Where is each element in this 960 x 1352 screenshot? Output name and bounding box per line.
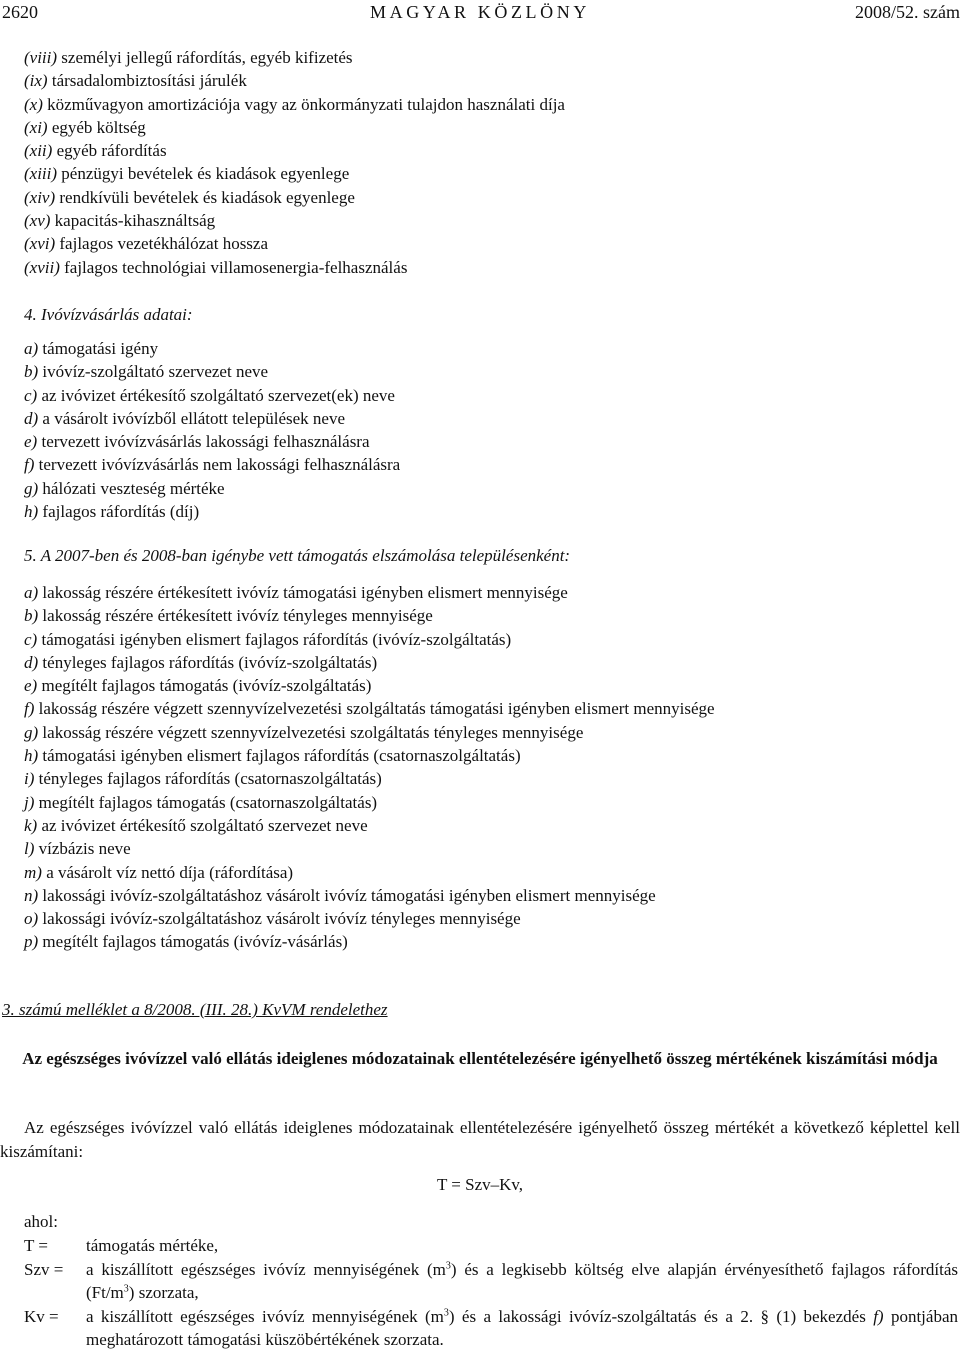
list-item	[24, 46, 565, 69]
item-text: ivóvíz-szolgáltató szervezet neve	[42, 362, 269, 382]
intro-text: Az egészséges ivóvízzel való ellátás ideiglenes módozatainak ellentételezésére igényelhető összeg mértékét a következő képlettel kell kiszámítani:	[0, 1118, 960, 1161]
item-text: közművagyon amortizációja vagy az önkormányzati tulajdon használati díja	[47, 94, 565, 114]
item-marker: e)	[24, 432, 38, 452]
section-5-heading: 5. A 2007-ben és 2008-ban igénybe vett támogatás elszámolása településenként:	[24, 546, 571, 565]
item-text: kapacitás-kihasználtság	[54, 211, 216, 231]
list-item	[24, 256, 565, 279]
item-marker: d)	[24, 408, 39, 428]
list-item	[24, 581, 715, 604]
item-text: lakosság részére végzett szennyvízelvezetési szolgáltatás támogatási igényben elismert mennyisége	[38, 699, 715, 719]
item-marker: f)	[24, 455, 35, 475]
list-item	[24, 477, 400, 500]
item-text: rendkívüli bevételek és kiadások egyenlege	[59, 187, 355, 207]
list-item	[24, 337, 400, 360]
item-marker: (xvi)	[24, 234, 56, 254]
item-marker: (xvii)	[24, 257, 60, 277]
item-text: fajlagos ráfordítás (díj)	[42, 502, 200, 522]
item-text: lakossági ivóvíz-szolgáltatáshoz vásárolt ivóvíz támogatási igényben elismert mennyisége	[42, 885, 656, 905]
list-item	[24, 744, 715, 767]
item-text: fajlagos technológiai villamosenergia-felhasználás	[64, 257, 408, 277]
list-item	[24, 139, 565, 162]
list-item	[24, 232, 565, 255]
list-item	[24, 907, 715, 930]
list-item	[24, 861, 715, 884]
item-marker: g)	[24, 478, 39, 498]
definition-text-part: pontjában meghatározott támogatási küszöbértékének szorzata.	[86, 1306, 958, 1349]
item-text: társadalombiztosítási járulék	[51, 71, 247, 91]
list-item	[24, 884, 715, 907]
definition-text-part: a kiszállított egészséges ivóvíz mennyiségének (m	[86, 1259, 446, 1279]
item-text: pénzügyi bevételek és kiadások egyenlege	[61, 164, 350, 184]
item-text: a vásárolt víz nettó díja (ráfordítása)	[46, 862, 294, 882]
list-item	[24, 721, 715, 744]
item-marker: o)	[24, 909, 39, 929]
intro-paragraph	[0, 1116, 960, 1163]
definition-text-part: a kiszállított egészséges ivóvíz mennyiségének (m	[86, 1306, 444, 1326]
item-text: tényleges fajlagos ráfordítás (ivóvíz-szolgáltatás)	[42, 652, 378, 672]
list-item	[24, 209, 565, 232]
item-marker: (x)	[24, 94, 43, 114]
item-text: tervezett ivóvízvásárlás nem lakossági felhasználásra	[38, 455, 401, 475]
item-marker: (xiii)	[24, 164, 58, 184]
item-marker: h)	[24, 502, 39, 522]
item-text: támogatási igény	[42, 339, 159, 358]
list-item	[24, 162, 565, 185]
list-item	[24, 453, 400, 476]
item-text: megítélt fajlagos támogatás (csatornaszolgáltatás)	[38, 792, 378, 812]
list-item	[24, 500, 400, 523]
item-text: lakossági ivóvíz-szolgáltatáshoz vásárolt ivóvíz tényleges mennyisége	[42, 909, 521, 929]
item-text: lakosság részére végzett szennyvízelvezetési szolgáltatás tényleges mennyisége	[42, 722, 584, 742]
section-4-list	[24, 337, 400, 523]
cost-items-list	[24, 46, 565, 279]
list-item	[24, 430, 400, 453]
item-marker: p)	[24, 932, 39, 952]
item-text: lakosság részére értékesített ivóvíz tényleges mennyisége	[42, 606, 433, 626]
annex-reference: 3. számú melléklet a 8/2008. (III. 28.) KvVM rendelethez	[2, 1000, 388, 1019]
item-marker: b)	[24, 362, 39, 382]
list-item	[24, 628, 715, 651]
item-text: megítélt fajlagos támogatás (ivóvíz-szolgáltatás)	[41, 676, 372, 696]
item-marker: g)	[24, 722, 39, 742]
item-marker: (ix)	[24, 71, 48, 91]
item-marker: f)	[24, 699, 35, 719]
section-4-heading: 4. Ivóvízvásárlás adatai:	[24, 305, 193, 324]
item-marker: h)	[24, 746, 39, 766]
list-item	[24, 837, 715, 860]
definition-text-part: ) és a legkisebb költség elve alapján érvényesíthető fajlagos ráfordítás (Ft/m	[86, 1259, 958, 1302]
list-item	[24, 651, 715, 674]
item-marker: (viii)	[24, 48, 58, 67]
paragraph-reference: f)	[873, 1306, 884, 1326]
item-marker: e)	[24, 676, 38, 696]
item-text: egyéb költség	[51, 117, 146, 137]
item-text: személyi jellegű ráfordítás, egyéb kifizetés	[61, 48, 353, 67]
list-item	[24, 767, 715, 790]
section-5-list	[24, 581, 715, 954]
item-marker: a)	[24, 583, 39, 602]
journal-title: MAGYAR KÖZLÖNY	[370, 2, 590, 22]
item-marker: i)	[24, 769, 35, 789]
item-marker: (xi)	[24, 117, 48, 137]
definition-text: támogatás mértéke,	[86, 1236, 219, 1255]
item-text: tervezett ivóvízvásárlás lakossági felhasználásra	[41, 432, 370, 452]
item-marker: n)	[24, 885, 39, 905]
item-text: támogatási igényben elismert fajlagos ráfordítás (csatornaszolgáltatás)	[42, 746, 521, 766]
item-marker: a)	[24, 339, 39, 358]
page-number: 2620	[2, 2, 38, 22]
page-header	[0, 2, 960, 24]
item-marker: l)	[24, 839, 35, 859]
list-item	[24, 93, 565, 116]
list-item	[24, 930, 715, 953]
list-item	[24, 116, 565, 139]
list-item	[24, 697, 715, 720]
annex-title: Az egészséges ivóvízzel való ellátás ideiglenes módozatainak ellentételezésére igényelhető összeg mértékének kiszámítási módja	[22, 1049, 938, 1068]
issue-number: 2008/52. szám	[855, 2, 960, 22]
definition-symbol: T =	[24, 1236, 48, 1255]
item-marker: (xiv)	[24, 187, 56, 207]
item-marker: j)	[24, 792, 35, 812]
item-marker: (xv)	[24, 211, 51, 231]
item-text: fajlagos vezetékhálózat hossza	[59, 234, 269, 254]
item-marker: c)	[24, 385, 38, 405]
list-item	[24, 407, 400, 430]
definition-symbol: Szv =	[24, 1259, 64, 1279]
item-text: vízbázis neve	[38, 839, 131, 859]
definition-text	[86, 1258, 958, 1305]
item-marker: c)	[24, 629, 38, 649]
list-item	[24, 604, 715, 627]
where-label: ahol:	[24, 1212, 58, 1231]
item-text: megítélt fajlagos támogatás (ivóvíz-vásárlás)	[42, 932, 348, 952]
list-item	[24, 186, 565, 209]
superscript: 3	[123, 1283, 129, 1295]
item-text: hálózati veszteség mértéke	[42, 478, 225, 498]
list-item	[24, 674, 715, 697]
definition-text	[86, 1305, 958, 1352]
superscript: 3	[445, 1259, 451, 1271]
item-text: a vásárolt ivóvízből ellátott települések neve	[42, 408, 346, 428]
item-text: támogatási igényben elismert fajlagos ráfordítás (ivóvíz-szolgáltatás)	[41, 629, 512, 649]
item-text: az ivóvizet értékesítő szolgáltató szervezet neve	[41, 815, 368, 835]
list-item	[24, 791, 715, 814]
item-marker: m)	[24, 862, 42, 882]
item-marker: b)	[24, 606, 39, 626]
item-text: tényleges fajlagos ráfordítás (csatornaszolgáltatás)	[38, 769, 382, 789]
superscript: 3	[443, 1306, 449, 1318]
formula: T = Szv–Kv,	[436, 1175, 524, 1194]
list-item	[24, 360, 400, 383]
item-marker: k)	[24, 815, 38, 835]
definition-symbol: Kv =	[24, 1306, 59, 1326]
list-item	[24, 384, 400, 407]
item-marker: (xii)	[24, 141, 53, 161]
definition-text-part: ) és a lakossági ivóvíz-szolgáltatás és a 2. § (1) bekezdés	[448, 1306, 874, 1326]
list-item	[24, 69, 565, 92]
list-item	[24, 814, 715, 837]
item-text: az ivóvizet értékesítő szolgáltató szervezet(ek) neve	[41, 385, 395, 405]
item-marker: d)	[24, 652, 39, 672]
item-text: egyéb ráfordítás	[56, 141, 167, 161]
definition-text-part: ) szorzata,	[128, 1283, 199, 1302]
item-text: lakosság részére értékesített ivóvíz támogatási igényben elismert mennyisége	[42, 583, 568, 602]
